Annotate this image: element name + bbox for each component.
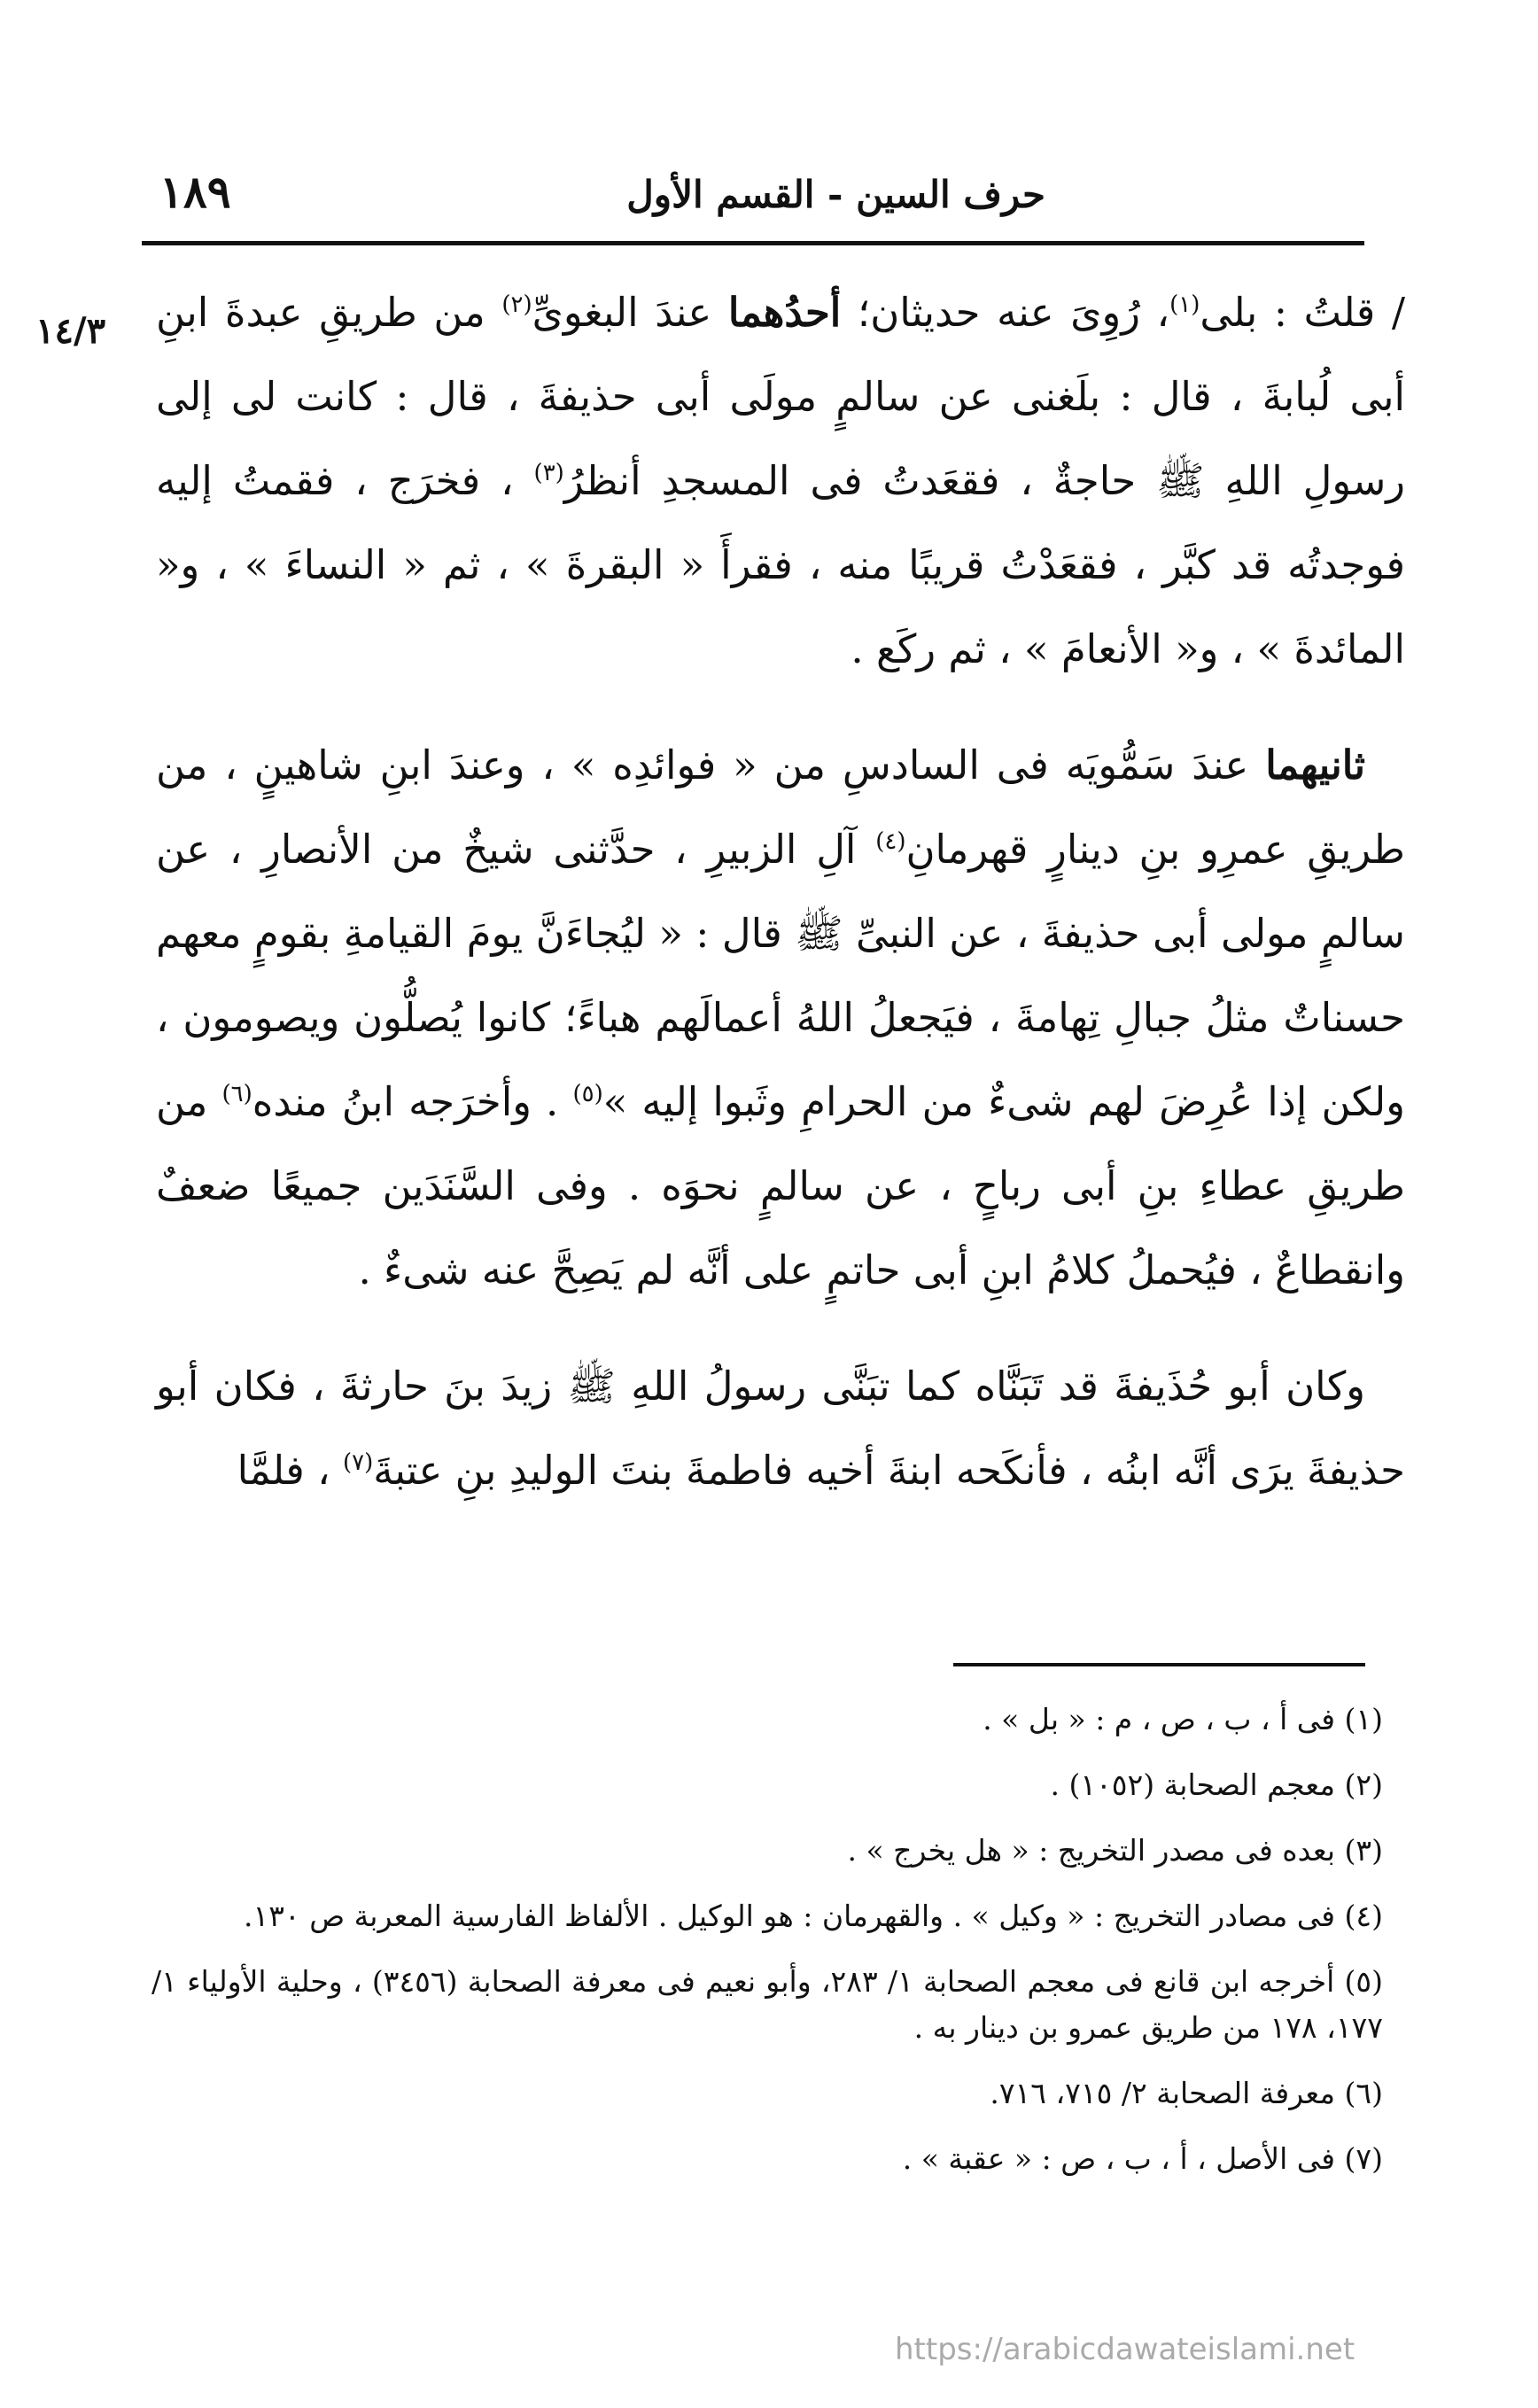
footnote-marker: (٢) bbox=[501, 291, 532, 318]
footnote-4: (٤) فى مصادر التخريج : « وكيل » . والقهرمان : هو الوكيل . الألفاظ الفارسية المعربة ص ١٣٠. bbox=[244, 1899, 1383, 1933]
main-text bbox=[156, 270, 1405, 1544]
watermark-url: https://arabicdawateislami.net bbox=[895, 2332, 1355, 2367]
text-run: عندَ البغوىِّ bbox=[532, 289, 728, 336]
text-run: / قلتُ : بلى bbox=[1200, 289, 1406, 336]
margin-reference: ١٤/٣ bbox=[35, 310, 106, 352]
text-run: من طريقِ عبدةَ ابنِ أبى لُبابةَ ، قال : بلَغنى عن سالمٍ مولَى أبى حذيفةَ ، قال : كانت لى إلى رسولِ اللهِ ﷺ حاجةٌ ، فقعَدتُ فى المسجدِ أنظرُ bbox=[156, 289, 1406, 504]
footnote-marker: (٦) bbox=[221, 1081, 252, 1107]
page-header bbox=[142, 146, 1364, 244]
paragraph-3 bbox=[156, 1344, 1405, 1512]
text-run: ، فلمَّا bbox=[237, 1447, 343, 1494]
footnote-5: (٥) أخرجه ابن قانع فى معجم الصحابة ١/ ٢٨٣، وأبو نعيم فى معرفة الصحابة (٣٤٥٦) ، وحلية الأولياء ١/ ١٧٧، ١٧٨ من طريق عمرو بن دينار به . bbox=[151, 1964, 1384, 2045]
text-run: من طريقِ عطاءِ بنِ أبى رباحٍ ، عن سالمٍ نحوَه . وفى السَّنَدَين جميعًا ضعفٌ وانقطاعٌ ، فيُحملُ كلامُ ابنِ أبى حاتمٍ على أنَّه لم يَصِحَّ عنه شىءٌ . bbox=[156, 1078, 1405, 1293]
text-run: عندَ سَمُّويَه فى السادسِ من « فوائدِه » ، وعندَ ابنِ شاهينٍ ، من طريقِ عمرِو بنِ دينارٍ قهرمانِ bbox=[156, 742, 1405, 873]
text-run: ، رُوِىَ عنه حديثان؛ bbox=[841, 289, 1170, 336]
running-title: حرف السين - القسم الأول bbox=[626, 173, 1045, 216]
paragraph-1 bbox=[156, 270, 1405, 691]
footnote-3: (٣) بعده فى مصدر التخريج : « هل يخرج » . bbox=[847, 1833, 1383, 1868]
bold-text: أحدُهما bbox=[727, 289, 842, 336]
footnote-2: (٢) معجم الصحابة (١٠٥٢) . bbox=[1050, 1767, 1383, 1802]
text-run: . وأخرَجه ابنُ منده bbox=[252, 1078, 573, 1125]
footnotes bbox=[151, 1697, 1383, 2202]
footnote-1: (١) فى أ ، ب ، ص ، م : « بل » . bbox=[983, 1702, 1383, 1736]
header-rule bbox=[142, 241, 1364, 245]
footnote-marker: (٧) bbox=[342, 1449, 374, 1476]
footnote-6: (٦) معرفة الصحابة ٢/ ٧١٥، ٧١٦. bbox=[990, 2076, 1383, 2110]
text-run: آلِ الزبيرِ ، حدَّثنى شيخٌ من الأنصارِ ، عن سالمٍ مولى أبى حذيفةَ ، عن النبىِّ ﷺ قال : « ليُجاءَنَّ يومَ القيامةِ بقومٍ معهم حسناتٌ مثلُ جبالِ تِهامةَ ، فيَجعلُ اللهُ أعمالَهم هباءً؛ كانوا يُصلُّون ويصومون ، ولكن إذا عُرِضَ لهم شىءٌ من الحرامِ وثَبوا إليه » bbox=[156, 826, 1405, 1125]
footnote-marker: (٤) bbox=[875, 828, 906, 855]
bold-text: ثانيهما bbox=[1265, 742, 1365, 788]
footnote-rule bbox=[953, 1663, 1365, 1666]
text-run: ، فخرَج ، فقمتُ إليه فوجدتُه قد كبَّر ، فقعَدْتُ قريبًا منه ، فقرأَ « البقرةَ » ، ثم « النساءَ » ، و« المائدةَ » ، و« الأنعامَ » ، ثم ركَع . bbox=[156, 457, 1405, 672]
footnote-marker: (١) bbox=[1169, 291, 1200, 318]
footnote-marker: (٥) bbox=[572, 1081, 603, 1107]
footnote-marker: (٣) bbox=[533, 460, 564, 486]
page-number: ١٨٩ bbox=[159, 166, 231, 218]
paragraph-2 bbox=[156, 723, 1405, 1312]
footnote-7: (٧) فى الأصل ، أ ، ب ، ص : « عقبة » . bbox=[902, 2141, 1383, 2176]
text-run: وكان أبو حُذَيفةَ قد تَبَنَّاه كما تبَنَّى رسولُ اللهِ ﷺ زيدَ بنَ حارثةَ ، فكان أبو حذيفةَ يرَى أنَّه ابنُه ، فأنكَحه ابنةَ أخيه فاطمةَ بنتَ الوليدِ بنِ عتبةَ bbox=[156, 1363, 1405, 1494]
